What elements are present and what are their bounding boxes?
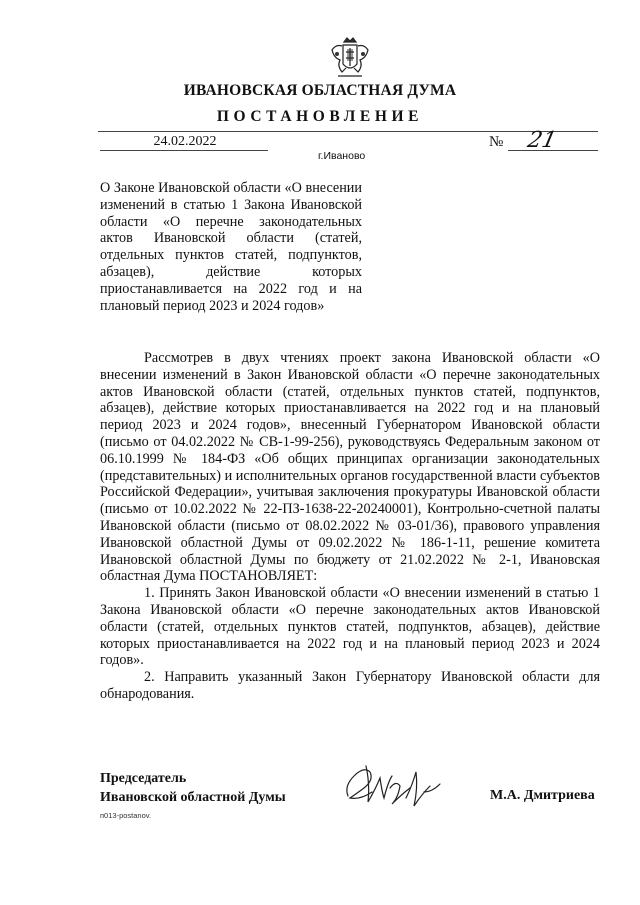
resolution-item-2: 2. Направить указанный Закон Губернатору Ивановской области для обнародования. [100, 669, 600, 702]
signatory-name: М.А. Дмитриева [490, 788, 595, 803]
signatory-title-line1: Председатель [100, 771, 187, 786]
organization-title: ИВАНОВСКАЯ ОБЛАСТНАЯ ДУМА [183, 82, 457, 99]
resolution-item-1: 1. Принять Закон Ивановской области «О внесении изменений в статью 1 Закона Ивановской области «О перечне законодательных актов Ивановской области (статей, отдельных пунктов статей, подпунктов, абзацев), действие которых приостанавливается на 2022 год и на плановый период 2023 и 2024 годов». [100, 585, 600, 669]
signatory-title [100, 769, 286, 807]
coat-of-arms-icon [328, 36, 372, 80]
document-body [100, 350, 600, 703]
signatory-title-line2: Ивановской областной Думы [100, 790, 286, 805]
document-number: 21 [525, 128, 559, 153]
city: г.Иваново [318, 150, 366, 162]
document-subject: О Законе Ивановской области «О внесении изменений в статью 1 Закона Ивановской области «О перечне законодательных актов Ивановской области (статей, отдельных пунктов статей, подпунктов, абзацев), действие которых приостанавливается на 2022 год и на плановый период 2023 и 2024 годов» [100, 180, 362, 314]
file-reference: п013-postanov. [100, 811, 152, 820]
number-underline [508, 150, 598, 151]
document-type: ПОСТАНОВЛЕНИЕ [216, 108, 424, 125]
preamble-paragraph: Рассмотрев в двух чтениях проект закона Ивановской области «О внесении изменений в Закон Ивановской области «О перечне законодательных актов Ивановской области (статей, отдельных пунктов статей, подпунктов, абзацев), действие которых приостанавливается на 2022 год и на плановый период 2023 и 2024 годов», внесенный Губернатором Ивановской области (письмо от 04.02.2022 № СВ-1-99-256), руководствуясь Федеральным законом от 06.10.1999 № 184-ФЗ «Об общих принципах организации законодательных (представительных) и исполнительных органов государственной власти субъектов Российской Федерации», учитывая заключения прокуратуры Ивановской области (письмо от 10.02.2022 № 22-ПЗ-1638-22-20240001), Контрольно-счетной палаты Ивановской области (письмо от 08.02.2022 № 03-01/36), правового управления Ивановской областной Думы от 09.02.2022 № 186-1-11, решение комитета Ивановской областной Думы по бюджету от 21.02.2022 № 2-1, Ивановская областная Дума ПОСТАНОВЛЯЕТ: [100, 350, 600, 585]
document-date: 24.02.2022 [153, 134, 217, 149]
date-underline [100, 150, 268, 151]
handwritten-signature-icon [340, 758, 450, 816]
number-label: № [489, 134, 504, 150]
header-rule [98, 131, 598, 132]
